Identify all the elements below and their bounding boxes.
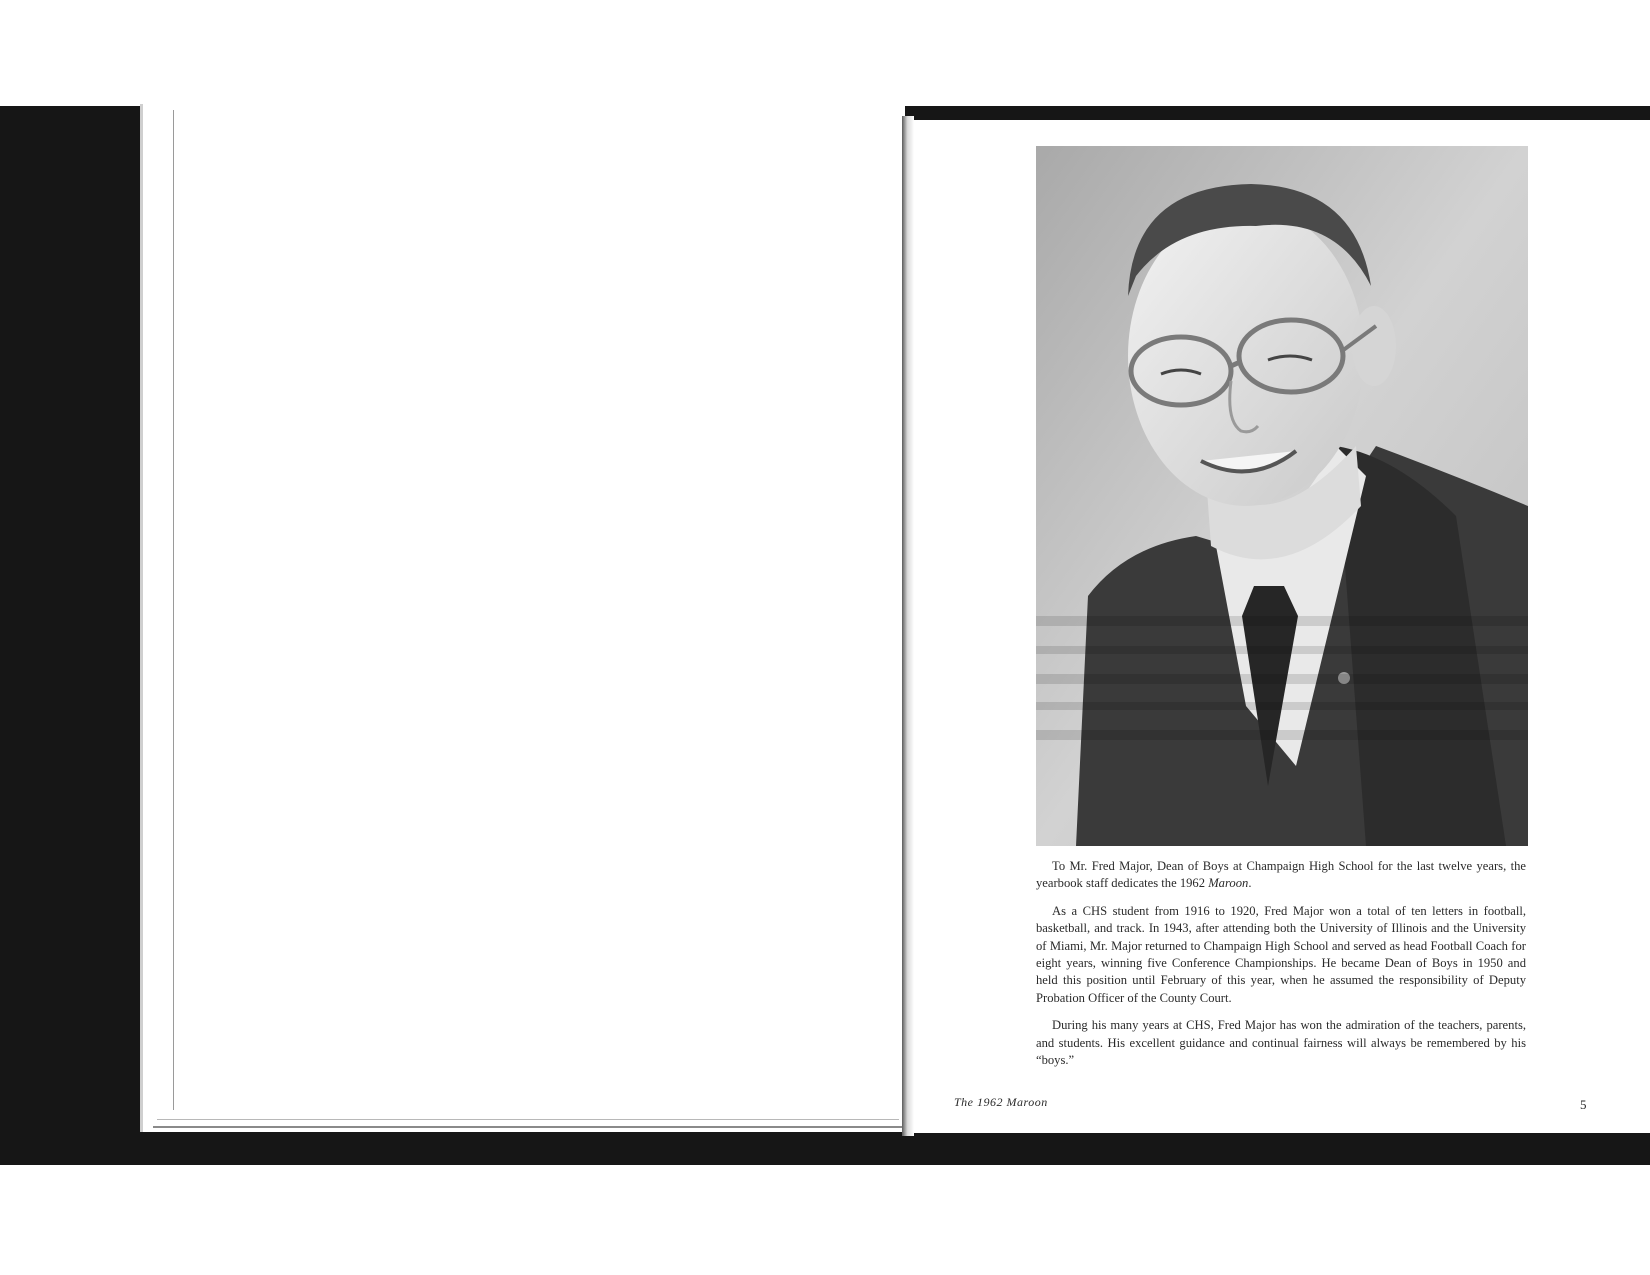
left-blank-page	[140, 104, 905, 1132]
dedication-text	[1036, 858, 1526, 1079]
dedication-paragraph-2: As a CHS student from 1916 to 1920, Fred Major won a total of ten letters in football, basketball, and track. In 1943, after attending both the University of Illinois and the University of Miami, Mr. Major returned to Champaign High School and served as head Football Coach for eight years, winning five Conference Championships. He became Dean of Boys in 1950 and held this position until February of this year, when he assumed the responsibility of Deputy Probation Officer of the County Court.	[1036, 903, 1526, 1005]
portrait-illustration	[1036, 146, 1528, 846]
portrait-photo	[1036, 146, 1528, 846]
right-page	[914, 120, 1650, 1133]
page-number: 5	[1580, 1097, 1587, 1112]
dedication-paragraph-1	[1036, 858, 1526, 893]
dedication-paragraph-3: During his many years at CHS, Fred Major has won the admiration of the teachers, parents, and students. His excellent guidance and continual fairness will always be remembered by his “boys.”	[1036, 1018, 1526, 1068]
yearbook-title: Maroon	[1208, 876, 1249, 891]
book-gutter	[902, 116, 914, 1136]
page-bottom-edge-inner	[157, 1119, 899, 1120]
dedication-line: To Mr. Fred Major, Dean of Boys at Champaign High School for the last twelve years, the yearbook staff dedicates the 1962	[1036, 859, 1526, 891]
running-title: The 1962 Maroon	[954, 1095, 1048, 1109]
page-bottom-edge	[153, 1126, 905, 1128]
dedication-period: .	[1248, 876, 1252, 891]
page-inner-edge	[173, 110, 174, 1110]
